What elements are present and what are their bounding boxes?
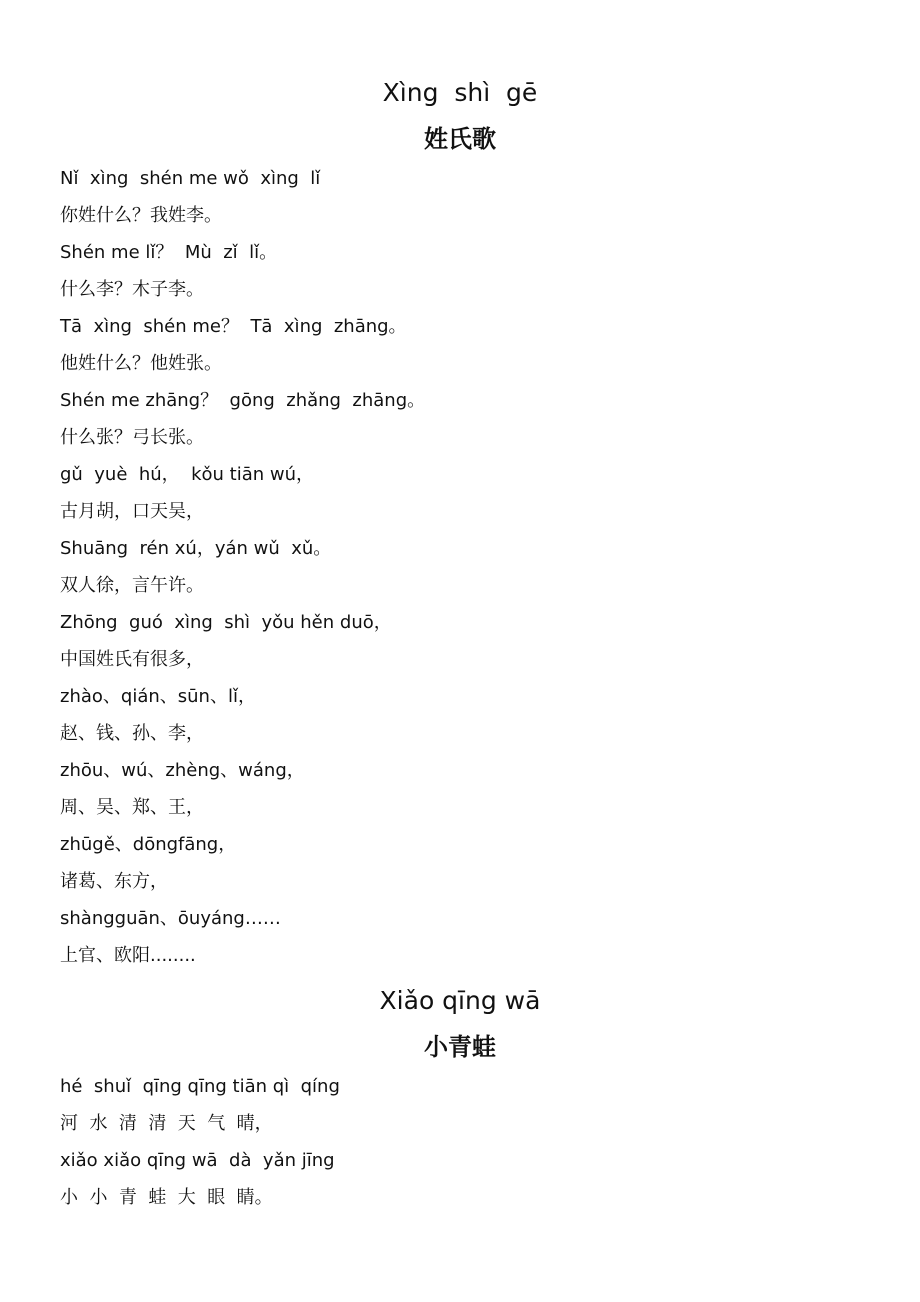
song1-line-22: 上官、欧阳........	[60, 945, 196, 966]
song1-line-7: Shén me zhāng？ gōng zhǎng zhāng。	[60, 390, 426, 411]
song1-line-14: 中国姓氏有很多，	[60, 649, 204, 670]
song1-line-1: Nǐ xìng shén me wǒ xìng lǐ	[60, 168, 321, 189]
song1-line-20: 诸葛、东方，	[60, 871, 168, 892]
song1-line-12: 双人徐，言午许。	[60, 575, 204, 596]
song2-line-2: 河 水 清 清 天 气 晴，	[60, 1113, 273, 1134]
song1-line-18: 周、吴、郑、王，	[60, 797, 204, 818]
song2-pinyin-title: Xiǎo qīng wā	[379, 986, 541, 1015]
song2-line-1: hé shuǐ qīng qīng tiān qì qíng	[60, 1076, 340, 1097]
song1-line-2: 你姓什么？我姓李。	[60, 205, 222, 226]
song1-line-3: Shén me lǐ？ Mù zǐ lǐ。	[60, 242, 278, 263]
song1-line-9: gǔ yuè hú， kǒu tiān wú，	[60, 464, 315, 485]
song2-line-3: xiǎo xiǎo qīng wā dà yǎn jīng	[60, 1150, 335, 1171]
song1-line-11: Shuāng rén xú，yán wǔ xǔ。	[60, 538, 332, 559]
song1-line-13: Zhōng guó xìng shì yǒu hěn duō，	[60, 612, 392, 633]
song2-title: 小青蛙	[424, 1033, 496, 1061]
song1-line-19: zhūgě、dōngfāng，	[60, 834, 237, 855]
song2-line-4: 小 小 青 蛙 大 眼 睛。	[60, 1187, 273, 1208]
song1-line-8: 什么张？弓长张。	[60, 427, 204, 448]
song1-title: 姓氏歌	[424, 125, 496, 153]
song1-line-17: zhōu、wú、zhèng、wáng，	[60, 760, 305, 781]
song1-pinyin-title: Xìng shì gē	[382, 78, 538, 107]
song1-line-16: 赵、钱、孙、李，	[60, 723, 204, 744]
song1-line-5: Tā xìng shén me？ Tā xìng zhāng。	[60, 316, 407, 337]
song1-line-15: zhào、qián、sūn、lǐ，	[60, 686, 256, 707]
song1-line-4: 什么李？木子李。	[60, 279, 204, 300]
song1-line-21: shàngguān、ōuyáng……	[60, 908, 281, 929]
song1-line-6: 他姓什么？他姓张。	[60, 353, 222, 374]
song1-line-10: 古月胡，口天吴，	[60, 501, 204, 522]
